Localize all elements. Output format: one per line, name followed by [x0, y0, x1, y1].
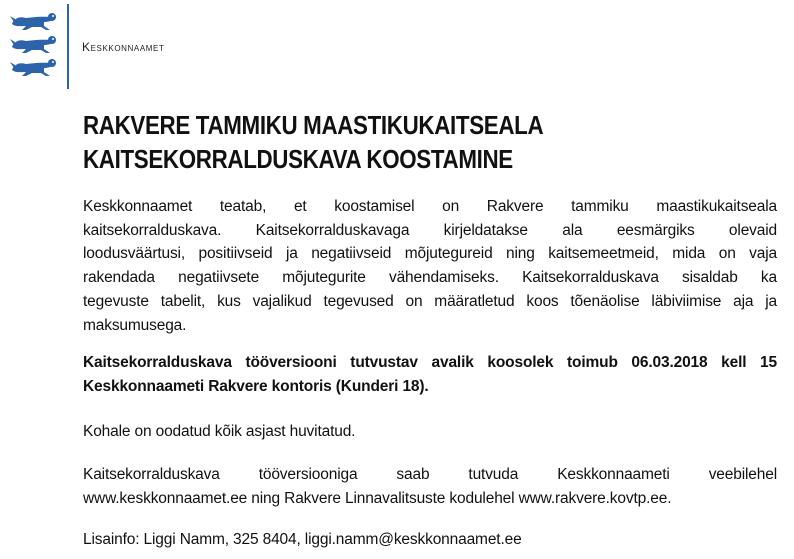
text-line: www.keskkonnaamet.ee ning Rakvere Linnavalitsuste kodulehel www.rakvere.kovtp.ee. — [83, 489, 672, 507]
page-title — [83, 108, 668, 176]
text-line: tegevuste tabelit, kus vajalikud tegevused on määratletud koos tõenäolise läbiviimise aja ja — [83, 292, 777, 310]
intro-paragraph — [83, 195, 777, 337]
websites-paragraph — [83, 463, 777, 510]
header-divider — [67, 4, 69, 89]
text-line: rakendada negatiivsete mõjutegurite vähendamiseks. Kaitsekorralduskava sisaldab ka — [83, 269, 777, 287]
text-line: Kaitsekorralduskava tööversiooniga saab tutvuda Keskkonnaameti veebilehel — [83, 466, 777, 483]
title-line-2: KAITSEKORRALDUSKAVA KOOSTAMINE — [83, 144, 513, 174]
invitation-paragraph — [83, 420, 777, 444]
text-line: Kaitsekorralduskava tööversiooni tutvustav avalik koosolek toimub 06.03.2018 kell 15 — [83, 354, 777, 371]
text-line: Keskkonnaamet teatab, et koostamisel on Rakvere tammiku maastikukaitseala — [83, 198, 777, 215]
text-line: Kohale on oodatud kõik asjast huvitatud. — [83, 423, 356, 440]
text-line: Keskkonnaameti Rakvere kontoris (Kunderi 18). — [83, 377, 429, 395]
title-line-1: RAKVERE TAMMIKU MAASTIKUKAITSEALA — [83, 110, 544, 140]
meeting-announcement — [83, 351, 777, 398]
text-line: maksumusega. — [83, 316, 187, 334]
text-line: kaitsekorralduskava. Kaitsekorralduskavaga kirjeldatakse ala eesmärgiks olevaid — [83, 221, 777, 239]
agency-name: Keskkonnaamet — [82, 40, 165, 54]
text-line: Lisainfo: Liggi Namm, 325 8404, liggi.namm@keskkonnaamet.ee — [83, 531, 522, 548]
contact-info — [83, 528, 777, 552]
text-line: loodusväärtusi, positiivseid ja negatiivseid mõjutegureid ning kaitsemeetmeid, mida on vaja — [83, 245, 777, 263]
three-lions-coat-of-arms-icon — [10, 10, 58, 80]
